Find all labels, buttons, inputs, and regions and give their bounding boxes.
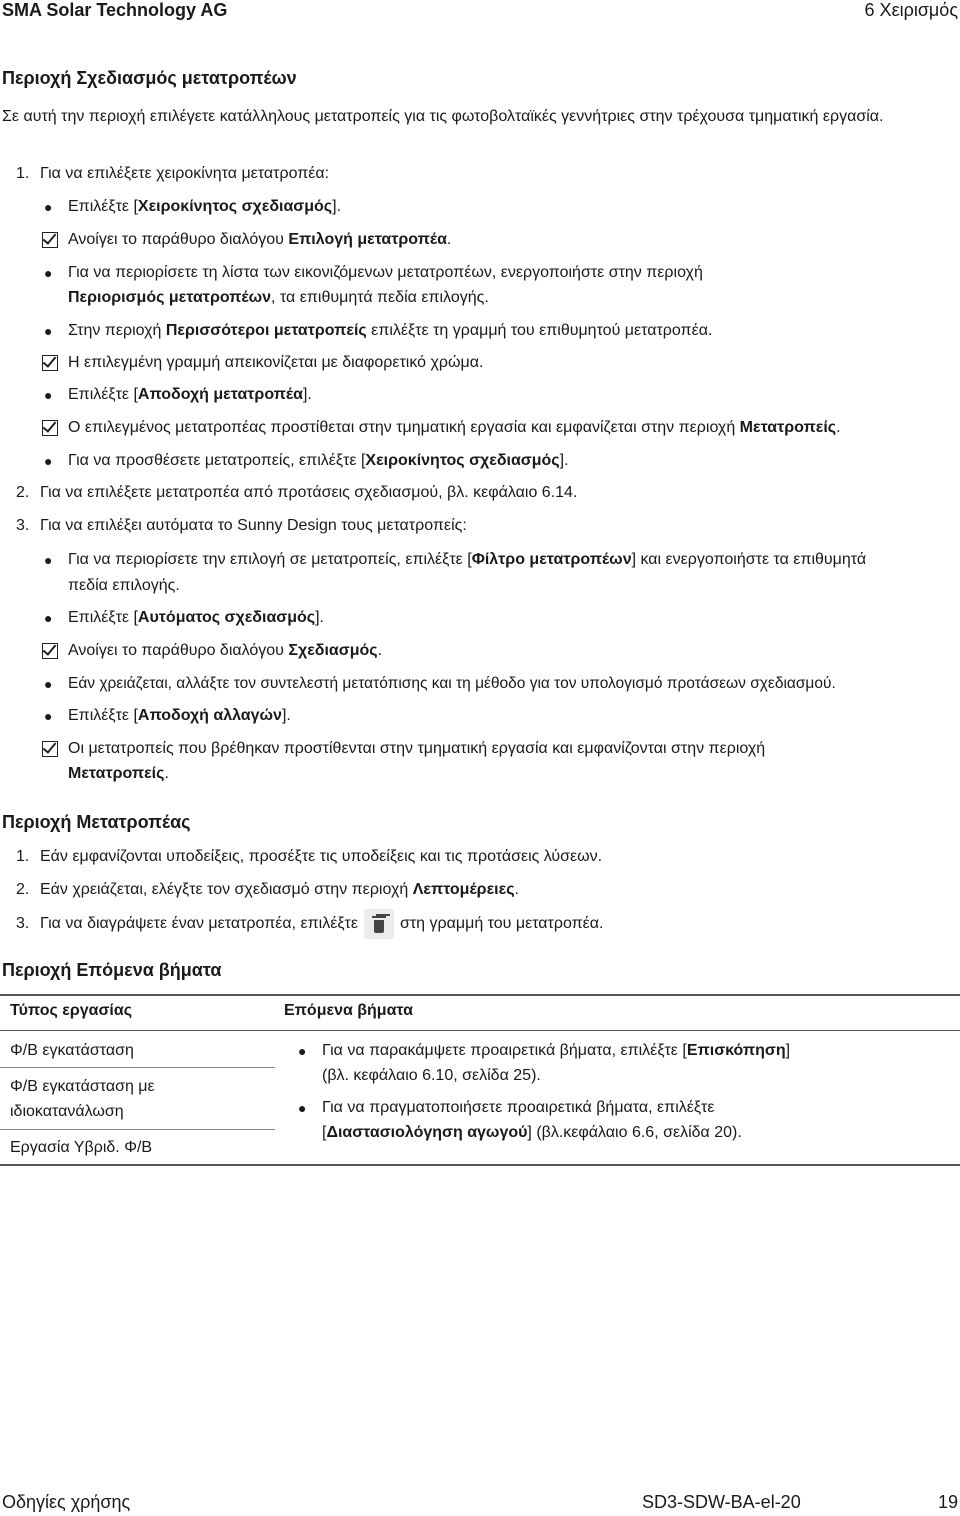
checkbox-icon [42,232,58,248]
company-name: SMA Solar Technology AG [2,0,228,20]
bullet-icon: ● [44,199,53,215]
bullet-icon: ● [44,387,53,403]
bullet-icon: ● [44,552,53,568]
section-title: Περιοχή Επόμενα βήματα [2,960,222,980]
bullet-icon: ● [298,1100,307,1116]
trash-icon [364,909,394,939]
intro-paragraph: Σε αυτή την περιοχή επιλέγετε κατάλληλους μετατροπείς για τις φωτοβολταϊκές γεννήτριες στην τρέχουσα τμηματική εργασία. [2,108,884,125]
section-title: Περιοχή Μετατροπέας [2,812,191,832]
table-top-rule [0,994,960,996]
step-text: Για να επιλέξει αυτόματα το Sunny Design τους μετατροπείς: [40,517,467,534]
bullet-icon: ● [44,610,53,626]
table-cell-type: ιδιοκατανάλωση [10,1103,124,1120]
step-number: 3. [16,915,30,932]
step-number: 2. [16,484,30,501]
chapter-title: 6 Χειρισμός [864,0,958,20]
bullet-icon: ● [44,708,53,724]
step-number: 2. [16,881,30,898]
footer-manual: Οδηγίες χρήσης [2,1492,131,1512]
table-cell-type: Φ/Β εγκατάσταση με [10,1078,155,1095]
bullet-icon: ● [298,1043,307,1059]
row-divider [0,1129,275,1130]
bullet-icon: ● [44,676,53,692]
checkbox-icon [42,355,58,371]
checkbox-icon [42,643,58,659]
footer-doc-code: SD3-SDW-BA-el-20 [642,1492,801,1512]
table-header-type: Τύπος εργασίας [10,1002,133,1019]
bullet-icon: ● [44,323,53,339]
step-text: Για να επιλέξετε μετατροπέα από προτάσεις σχεδιασμού, βλ. κεφάλαιο 6.14. [40,484,578,501]
table-cell-type: Εργασία Υβριδ. Φ/Β [10,1139,153,1156]
table-cell-type: Φ/Β εγκατάσταση [10,1042,134,1059]
table-header-rule [0,1030,960,1031]
table-bottom-rule [0,1164,960,1166]
step-text: Εάν εμφανίζονται υποδείξεις, προσέξτε τις υποδείξεις και τις προτάσεις λύσεων. [40,848,603,865]
section-title: Περιοχή Σχεδιασμός μετατροπέων [2,68,297,88]
step-number: 1. [16,165,30,182]
step-text: Για να επιλέξετε χειροκίνητα μετατροπέα: [40,165,330,182]
step-number: 3. [16,517,30,534]
row-divider [0,1067,275,1068]
checkbox-icon [42,741,58,757]
checkbox-icon [42,420,58,436]
footer-page-number: 19 [937,1492,958,1512]
step-number: 1. [16,848,30,865]
table-header-steps: Επόμενα βήματα [284,1002,413,1019]
bullet-icon: ● [44,453,53,469]
bullet-icon: ● [44,265,53,281]
